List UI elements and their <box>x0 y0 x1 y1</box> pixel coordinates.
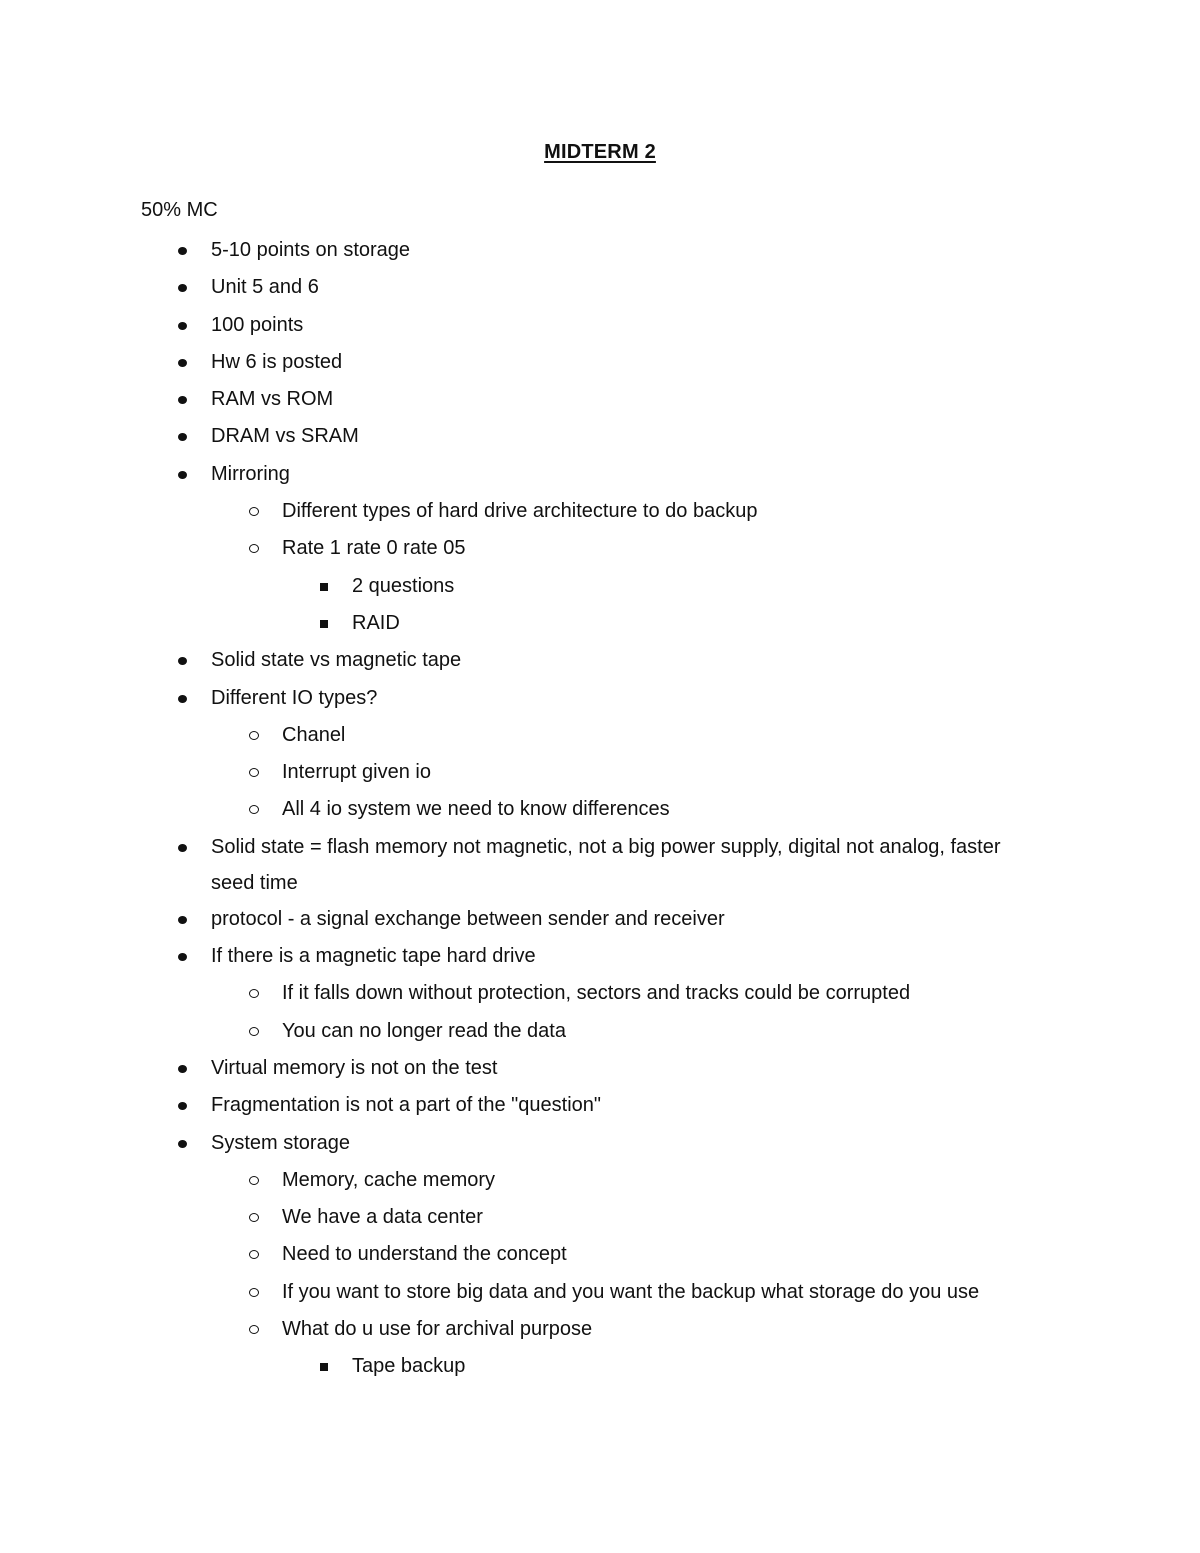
bullet-disc-icon <box>178 322 187 330</box>
bullet-circle-icon <box>249 1213 259 1222</box>
list-item-text: Interrupt given io <box>282 761 431 784</box>
list-item <box>0 493 1200 530</box>
list-item-text: Hw 6 is posted <box>211 350 343 373</box>
list-item-text: 100 points <box>211 313 304 336</box>
bullet-disc-icon <box>178 1140 187 1148</box>
list-item <box>0 307 1200 344</box>
list-item <box>0 791 1200 828</box>
list-item <box>0 530 1200 567</box>
list-item-text: What do u use for archival purpose <box>282 1318 593 1341</box>
list-item <box>0 381 1200 418</box>
list-item-text: If it falls down without protection, sectors and tracks could be corrupted <box>282 982 911 1005</box>
list-item-text: Different types of hard drive architecture to do backup <box>282 500 758 523</box>
list-item-text: Memory, cache memory <box>282 1168 496 1191</box>
list-item <box>0 975 1200 1012</box>
list-item-text: Different IO types? <box>211 686 378 709</box>
bullet-disc-icon <box>178 844 187 852</box>
list-item <box>0 1199 1200 1236</box>
list-item <box>0 1087 1200 1124</box>
list-item-text: Tape backup <box>352 1355 466 1378</box>
bullet-circle-icon <box>249 731 259 740</box>
list-item <box>0 1236 1200 1273</box>
bullet-circle-icon <box>249 1027 259 1036</box>
bullet-disc-icon <box>178 1102 187 1110</box>
bullet-circle-icon <box>249 1250 259 1259</box>
list-item <box>0 829 1011 901</box>
bullet-outline <box>0 232 1200 1386</box>
list-item-text: DRAM vs SRAM <box>211 425 359 448</box>
list-item-text: We have a data center <box>282 1206 483 1229</box>
list-item <box>0 680 1200 717</box>
list-item <box>0 901 1200 938</box>
intro-line: 50% MC <box>141 199 218 221</box>
bullet-disc-icon <box>178 247 187 255</box>
list-item <box>0 1274 1200 1311</box>
bullet-circle-icon <box>249 1325 259 1334</box>
list-item <box>0 717 1200 754</box>
bullet-disc-icon <box>178 359 187 367</box>
bullet-circle-icon <box>249 805 259 814</box>
list-item <box>0 418 1200 455</box>
bullet-circle-icon <box>249 1288 259 1297</box>
list-item-text: You can no longer read the data <box>282 1019 566 1042</box>
list-item <box>0 1125 1200 1162</box>
bullet-disc-icon <box>178 433 187 441</box>
bullet-disc-icon <box>178 657 187 665</box>
list-item-text: System storage <box>211 1131 350 1154</box>
list-item <box>0 642 1200 679</box>
bullet-disc-icon <box>178 695 187 703</box>
list-item-text: Rate 1 rate 0 rate 05 <box>282 537 466 560</box>
list-item-text: If you want to store big data and you want the backup what storage do you use <box>282 1280 980 1303</box>
bullet-square-icon <box>320 1363 328 1371</box>
bullet-square-icon <box>320 583 328 591</box>
list-item <box>0 605 1200 642</box>
list-item-text: Solid state vs magnetic tape <box>211 649 462 672</box>
list-item-text: Mirroring <box>211 462 290 485</box>
list-item-text: 2 questions <box>352 574 455 597</box>
list-item-text: Fragmentation is not a part of the "question" <box>211 1094 601 1117</box>
list-item-text: RAID <box>352 611 400 634</box>
bullet-circle-icon <box>249 507 259 516</box>
list-item-text: 5-10 points on storage <box>211 239 411 261</box>
list-item <box>0 1311 1200 1348</box>
list-item-text: Virtual memory is not on the test <box>211 1056 498 1079</box>
list-item-text: Solid state = flash memory not magnetic, not a big power supply, digital not analog, faster seed time <box>211 835 1001 894</box>
bullet-circle-icon <box>249 768 259 777</box>
list-item <box>0 456 1200 493</box>
list-item <box>0 232 1200 269</box>
list-item <box>0 1013 1200 1050</box>
list-item-text: protocol - a signal exchange between sender and receiver <box>211 907 725 930</box>
list-item-text: If there is a magnetic tape hard drive <box>211 945 536 968</box>
bullet-disc-icon <box>178 284 187 292</box>
list-item-text: Chanel <box>282 723 346 746</box>
bullet-disc-icon <box>178 916 187 924</box>
list-item <box>0 269 1200 306</box>
list-item-text: RAM vs ROM <box>211 388 334 411</box>
bullet-disc-icon <box>178 953 187 961</box>
list-item-text: All 4 io system we need to know differences <box>282 798 670 821</box>
list-item <box>0 1348 1200 1385</box>
list-item <box>0 754 1200 791</box>
bullet-circle-icon <box>249 989 259 998</box>
list-item <box>0 344 1200 381</box>
bullet-disc-icon <box>178 1065 187 1073</box>
page-title: MIDTERM 2 <box>544 141 656 163</box>
bullet-disc-icon <box>178 396 187 404</box>
bullet-square-icon <box>320 620 328 628</box>
list-item <box>0 568 1200 605</box>
bullet-circle-icon <box>249 1176 259 1185</box>
list-item <box>0 1162 1200 1199</box>
list-item-text: Unit 5 and 6 <box>211 276 319 299</box>
bullet-circle-icon <box>249 544 259 553</box>
bullet-disc-icon <box>178 471 187 479</box>
list-item-text: Need to understand the concept <box>282 1243 567 1266</box>
list-item <box>0 1050 1200 1087</box>
list-item <box>0 938 1200 975</box>
